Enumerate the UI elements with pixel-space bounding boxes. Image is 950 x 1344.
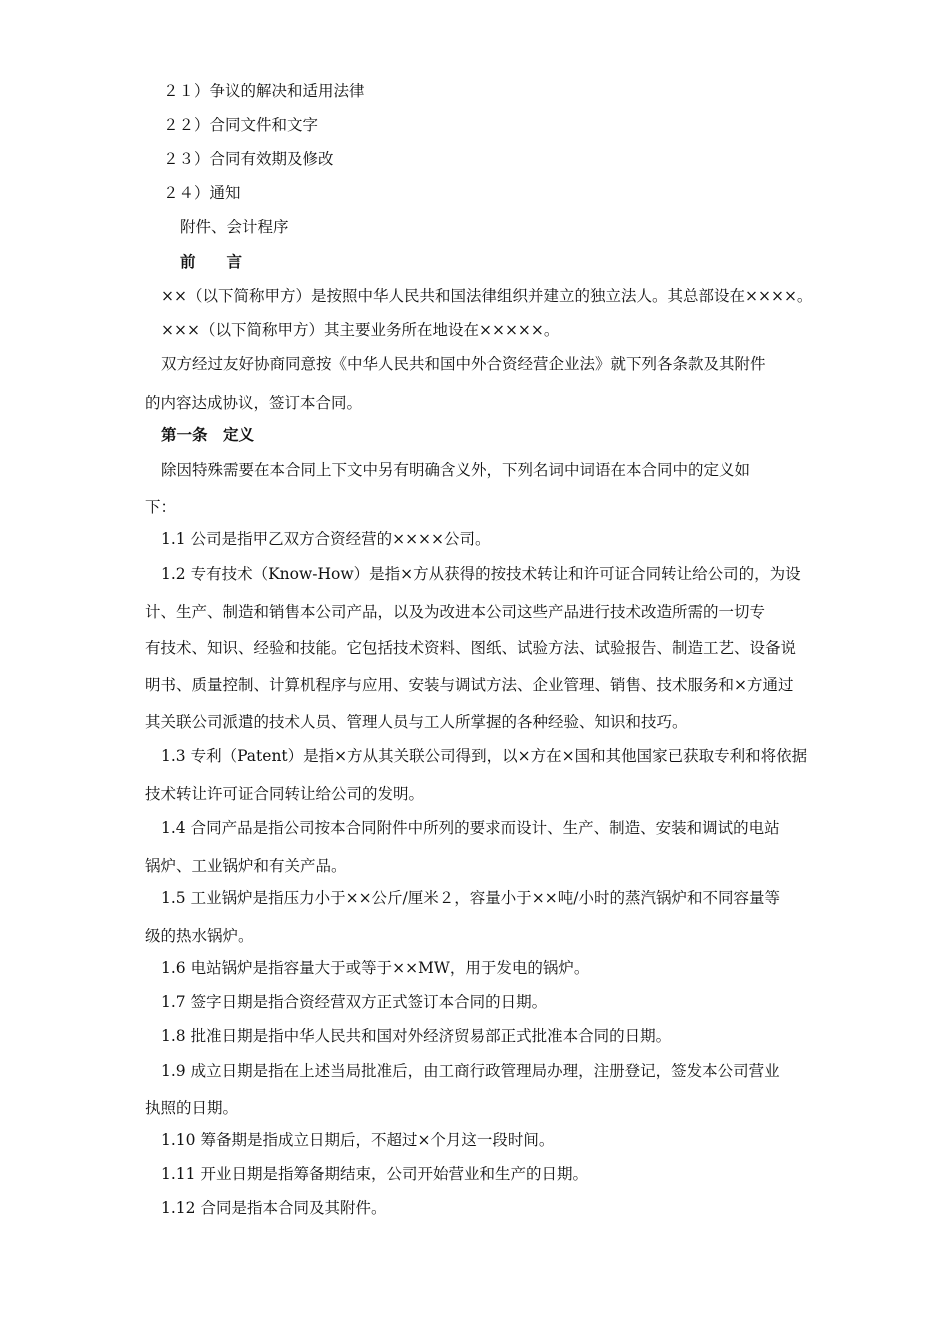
definition-1-2-line2: 计、生产、制造和销售本公司产品，以及为改进本公司这些产品进行技术改造所需的一切专	[145, 603, 766, 621]
definition-1-4-line2: 锅炉、工业锅炉和有关产品。	[145, 857, 347, 875]
definition-1-2-line5: 其关联公司派遣的技术人员、管理人员与工人所掌握的各种经验、知识和技巧。	[145, 713, 688, 731]
preface-heading: 前 言	[180, 252, 243, 271]
article1-intro-line2: 下：	[145, 498, 177, 516]
preface-agreement-line1: 双方经过友好协商同意按《中华人民共和国中外合资经营企业法》就下列各条款及其附件	[161, 355, 766, 373]
definition-1-1: 1.1 公司是指甲乙双方合资经营的××××公司。	[161, 530, 491, 548]
definition-1-3-line1: 1.3 专利（Patent）是指×方从其关联公司得到，以×方在×国和其他国家已获取专利和将依据	[161, 747, 808, 765]
definition-1-2-line1: 1.2 专有技术（Know-How）是指×方从获得的按技术转让和许可证合同转让给公司的，为设	[161, 565, 801, 583]
definition-1-9-line2: 执照的日期。	[145, 1099, 239, 1117]
definition-1-4-line1: 1.4 合同产品是指公司按本合同附件中所列的要求而设计、生产、制造、安装和调试的电站	[161, 819, 780, 837]
definition-1-5-line1: 1.5 工业锅炉是指压力小于××公斤/厘米２，容量小于××吨/小时的蒸汽锅炉和不同容量等	[161, 889, 780, 907]
definition-1-5-line2: 级的热水锅炉。	[145, 927, 254, 945]
toc-item-24: ２４）通知	[163, 184, 241, 202]
preface-party-a: ××（以下简称甲方）是按照中华人民共和国法律组织并建立的独立法人。其总部设在××××。	[161, 287, 813, 305]
article1-heading: 第一条 定义	[161, 425, 255, 444]
definition-1-9-line1: 1.9 成立日期是指在上述当局批准后，由工商行政管理局办理，注册登记，签发本公司营业	[161, 1062, 780, 1080]
definition-1-6: 1.6 电站锅炉是指容量大于或等于××MW，用于发电的锅炉。	[161, 959, 590, 977]
toc-item-21: ２１）争议的解决和适用法律	[163, 82, 365, 100]
definition-1-3-line2: 技术转让许可证合同转让给公司的发明。	[145, 785, 425, 803]
article1-intro-line1: 除因特殊需要在本合同上下文中另有明确含义外，下列名词中词语在本合同中的定义如	[161, 461, 751, 479]
toc-item-22: ２２）合同文件和文字	[163, 116, 319, 134]
preface-agreement-line2: 的内容达成协议，签订本合同。	[145, 394, 363, 412]
toc-appendix: 附件、会计程序	[180, 218, 289, 236]
preface-party-b: ×××（以下简称甲方）其主要业务所在地设在×××××。	[161, 321, 560, 339]
toc-item-23: ２３）合同有效期及修改	[163, 150, 334, 168]
definition-1-11: 1.11 开业日期是指筹备期结束，公司开始营业和生产的日期。	[161, 1165, 588, 1183]
definition-1-2-line3: 有技术、知识、经验和技能。它包括技术资料、图纸、试验方法、试验报告、制造工艺、设备说	[145, 639, 797, 657]
definition-1-10: 1.10 筹备期是指成立日期后，不超过×个月这一段时间。	[161, 1131, 555, 1149]
definition-1-2-line4: 明书、质量控制、计算机程序与应用、安装与调试方法、企业管理、销售、技术服务和×方通过	[145, 676, 794, 694]
definition-1-8: 1.8 批准日期是指中华人民共和国对外经济贸易部正式批准本合同的日期。	[161, 1027, 672, 1045]
definition-1-7: 1.7 签字日期是指合资经营双方正式签订本合同的日期。	[161, 993, 548, 1011]
definition-1-12: 1.12 合同是指本合同及其附件。	[161, 1199, 387, 1217]
